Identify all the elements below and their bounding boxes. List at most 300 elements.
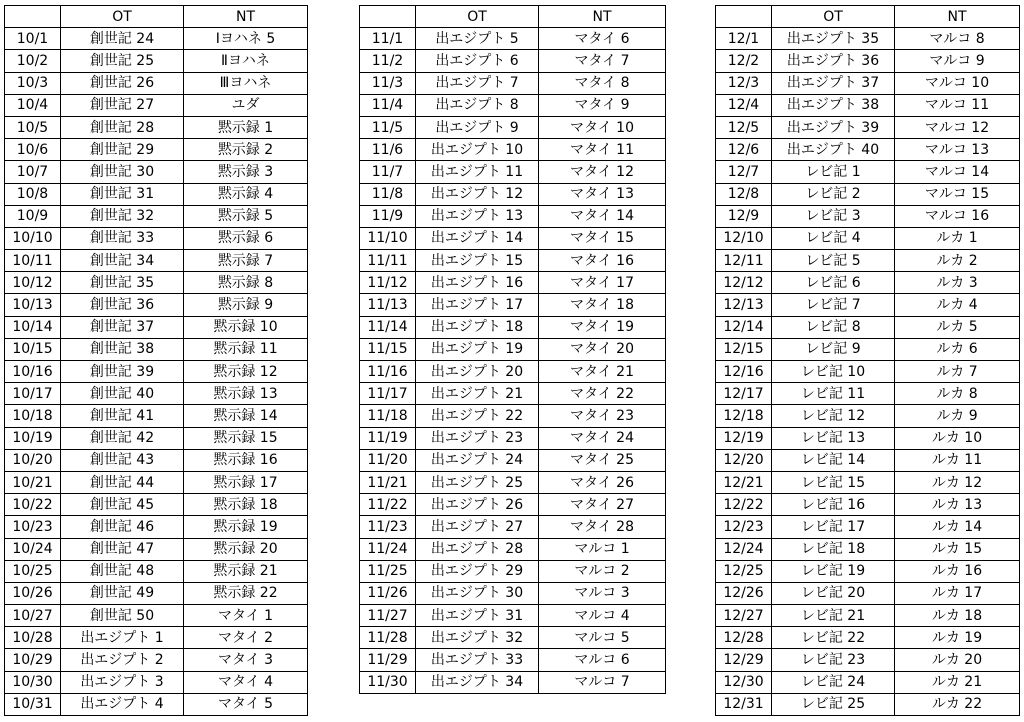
date-cell: 11/30 bbox=[360, 671, 416, 693]
ot-reading-cell: 出エジプト 33 bbox=[416, 649, 539, 671]
ot-reading-cell: 創世記 47 bbox=[61, 538, 184, 560]
date-cell: 11/2 bbox=[360, 50, 416, 72]
nt-reading-cell: マルコ 11 bbox=[895, 94, 1020, 116]
ot-reading-cell: 創世記 49 bbox=[61, 582, 184, 604]
date-cell: 12/3 bbox=[716, 72, 772, 94]
table-row bbox=[360, 516, 666, 538]
ot-reading-cell: 創世記 34 bbox=[61, 250, 184, 272]
nt-reading-cell: 黙示録 18 bbox=[184, 494, 308, 516]
nt-reading-cell: マタイ 17 bbox=[539, 272, 666, 294]
table-row bbox=[716, 582, 1020, 604]
ot-reading-cell: 出エジプト 31 bbox=[416, 605, 539, 627]
ot-reading-cell: 出エジプト 4 bbox=[61, 693, 184, 715]
ot-reading-cell: 出エジプト 36 bbox=[772, 50, 895, 72]
table-row bbox=[5, 116, 308, 138]
date-cell: 11/13 bbox=[360, 294, 416, 316]
date-cell: 12/16 bbox=[716, 361, 772, 383]
date-cell: 10/9 bbox=[5, 205, 61, 227]
nt-reading-cell: 黙示録 11 bbox=[184, 338, 308, 360]
nt-reading-cell: ルカ 6 bbox=[895, 338, 1020, 360]
nt-reading-cell: マタイ 22 bbox=[539, 383, 666, 405]
ot-reading-cell: 出エジプト 16 bbox=[416, 272, 539, 294]
nt-reading-cell: マタイ 13 bbox=[539, 183, 666, 205]
date-cell: 12/26 bbox=[716, 582, 772, 604]
date-cell: 12/2 bbox=[716, 50, 772, 72]
nt-reading-cell: マルコ 1 bbox=[539, 538, 666, 560]
date-cell: 11/9 bbox=[360, 205, 416, 227]
date-cell: 12/17 bbox=[716, 383, 772, 405]
date-cell: 10/8 bbox=[5, 183, 61, 205]
date-cell: 10/30 bbox=[5, 671, 61, 693]
nt-reading-cell: マルコ 12 bbox=[895, 116, 1020, 138]
table-row bbox=[5, 627, 308, 649]
nt-reading-cell: ルカ 20 bbox=[895, 649, 1020, 671]
table-row bbox=[5, 72, 308, 94]
table-row bbox=[360, 139, 666, 161]
table-row bbox=[716, 94, 1020, 116]
table-row bbox=[5, 294, 308, 316]
nt-reading-cell: 黙示録 19 bbox=[184, 516, 308, 538]
table-row bbox=[716, 538, 1020, 560]
nt-reading-cell: マルコ 13 bbox=[895, 139, 1020, 161]
ot-reading-cell: 出エジプト 21 bbox=[416, 383, 539, 405]
ot-reading-cell: 出エジプト 13 bbox=[416, 205, 539, 227]
table-row bbox=[5, 538, 308, 560]
table-row bbox=[716, 671, 1020, 693]
nt-reading-cell: マタイ 4 bbox=[184, 671, 308, 693]
date-cell: 11/29 bbox=[360, 649, 416, 671]
table-row bbox=[716, 183, 1020, 205]
ot-reading-cell: 出エジプト 30 bbox=[416, 582, 539, 604]
nt-reading-cell: ユダ bbox=[184, 94, 308, 116]
date-cell: 11/14 bbox=[360, 316, 416, 338]
table-row bbox=[5, 50, 308, 72]
ot-reading-cell: 出エジプト 32 bbox=[416, 627, 539, 649]
nt-reading-cell: マルコ 7 bbox=[539, 671, 666, 693]
nt-reading-cell: Ⅲヨハネ bbox=[184, 72, 308, 94]
ot-reading-cell: 出エジプト 27 bbox=[416, 516, 539, 538]
date-cell: 12/27 bbox=[716, 605, 772, 627]
table-row bbox=[360, 183, 666, 205]
date-cell: 11/6 bbox=[360, 139, 416, 161]
nt-reading-cell: 黙示録 20 bbox=[184, 538, 308, 560]
nt-reading-cell: ルカ 21 bbox=[895, 671, 1020, 693]
date-cell: 12/21 bbox=[716, 471, 772, 493]
ot-reading-cell: 出エジプト 40 bbox=[772, 139, 895, 161]
ot-reading-cell: 出エジプト 7 bbox=[416, 72, 539, 94]
date-cell: 10/18 bbox=[5, 405, 61, 427]
table-row bbox=[716, 72, 1020, 94]
date-cell: 11/22 bbox=[360, 494, 416, 516]
date-cell: 12/28 bbox=[716, 627, 772, 649]
table-row bbox=[360, 28, 666, 50]
ot-reading-cell: 創世記 44 bbox=[61, 471, 184, 493]
ot-reading-cell: 創世記 33 bbox=[61, 227, 184, 249]
table-row bbox=[360, 605, 666, 627]
table-row bbox=[5, 316, 308, 338]
table-row bbox=[360, 649, 666, 671]
nt-reading-cell: 黙示録 1 bbox=[184, 116, 308, 138]
table-row bbox=[716, 50, 1020, 72]
date-cell: 10/10 bbox=[5, 227, 61, 249]
nt-reading-cell: 黙示録 9 bbox=[184, 294, 308, 316]
ot-reading-cell: 創世記 31 bbox=[61, 183, 184, 205]
nt-reading-cell: マタイ 1 bbox=[184, 605, 308, 627]
header-row bbox=[716, 6, 1020, 28]
ot-header: OT bbox=[772, 6, 895, 28]
table-row bbox=[716, 205, 1020, 227]
nt-reading-cell: マタイ 12 bbox=[539, 161, 666, 183]
ot-reading-cell: レビ記 22 bbox=[772, 627, 895, 649]
nt-reading-cell: ルカ 22 bbox=[895, 693, 1020, 715]
table-row bbox=[716, 361, 1020, 383]
nt-reading-cell: マルコ 3 bbox=[539, 582, 666, 604]
ot-reading-cell: レビ記 23 bbox=[772, 649, 895, 671]
date-cell: 10/31 bbox=[5, 693, 61, 715]
date-cell: 11/23 bbox=[360, 516, 416, 538]
ot-reading-cell: 創世記 46 bbox=[61, 516, 184, 538]
date-cell: 11/8 bbox=[360, 183, 416, 205]
date-header bbox=[360, 6, 416, 28]
ot-header: OT bbox=[61, 6, 184, 28]
table-row bbox=[716, 338, 1020, 360]
table-row bbox=[5, 516, 308, 538]
table-row bbox=[360, 94, 666, 116]
ot-reading-cell: 出エジプト 38 bbox=[772, 94, 895, 116]
date-cell: 12/23 bbox=[716, 516, 772, 538]
table-row bbox=[716, 494, 1020, 516]
table-row bbox=[360, 294, 666, 316]
ot-reading-cell: 出エジプト 9 bbox=[416, 116, 539, 138]
table-row bbox=[716, 649, 1020, 671]
nt-reading-cell: マタイ 11 bbox=[539, 139, 666, 161]
date-cell: 10/23 bbox=[5, 516, 61, 538]
ot-reading-cell: 出エジプト 20 bbox=[416, 361, 539, 383]
ot-reading-cell: 創世記 26 bbox=[61, 72, 184, 94]
nt-reading-cell: 黙示録 21 bbox=[184, 560, 308, 582]
ot-reading-cell: 創世記 32 bbox=[61, 205, 184, 227]
date-cell: 11/15 bbox=[360, 338, 416, 360]
date-cell: 10/24 bbox=[5, 538, 61, 560]
table-row bbox=[5, 205, 308, 227]
table-row bbox=[716, 161, 1020, 183]
ot-reading-cell: 創世記 48 bbox=[61, 560, 184, 582]
ot-reading-cell: 創世記 41 bbox=[61, 405, 184, 427]
date-cell: 10/4 bbox=[5, 94, 61, 116]
ot-reading-cell: 出エジプト 12 bbox=[416, 183, 539, 205]
date-cell: 12/5 bbox=[716, 116, 772, 138]
date-cell: 11/18 bbox=[360, 405, 416, 427]
ot-reading-cell: 創世記 24 bbox=[61, 28, 184, 50]
nt-reading-cell: ルカ 18 bbox=[895, 605, 1020, 627]
ot-header: OT bbox=[416, 6, 539, 28]
nt-reading-cell: マルコ 9 bbox=[895, 50, 1020, 72]
table-row bbox=[360, 50, 666, 72]
nt-reading-cell: ルカ 9 bbox=[895, 405, 1020, 427]
ot-reading-cell: レビ記 16 bbox=[772, 494, 895, 516]
ot-reading-cell: 出エジプト 25 bbox=[416, 471, 539, 493]
ot-reading-cell: 出エジプト 23 bbox=[416, 427, 539, 449]
date-cell: 10/6 bbox=[5, 139, 61, 161]
ot-reading-cell: 出エジプト 34 bbox=[416, 671, 539, 693]
date-cell: 11/3 bbox=[360, 72, 416, 94]
nt-reading-cell: マタイ 6 bbox=[539, 28, 666, 50]
nt-reading-cell: ルカ 15 bbox=[895, 538, 1020, 560]
nt-reading-cell: Ⅱヨハネ bbox=[184, 50, 308, 72]
ot-reading-cell: 出エジプト 28 bbox=[416, 538, 539, 560]
header-row bbox=[5, 6, 308, 28]
table-row bbox=[716, 471, 1020, 493]
table-body bbox=[5, 6, 308, 716]
table-row bbox=[5, 272, 308, 294]
ot-reading-cell: 出エジプト 18 bbox=[416, 316, 539, 338]
ot-reading-cell: 創世記 25 bbox=[61, 50, 184, 72]
nt-reading-cell: 黙示録 22 bbox=[184, 582, 308, 604]
ot-reading-cell: レビ記 9 bbox=[772, 338, 895, 360]
ot-reading-cell: 創世記 45 bbox=[61, 494, 184, 516]
nt-reading-cell: マタイ 24 bbox=[539, 427, 666, 449]
nt-reading-cell: マタイ 9 bbox=[539, 94, 666, 116]
date-cell: 10/19 bbox=[5, 427, 61, 449]
ot-reading-cell: 出エジプト 37 bbox=[772, 72, 895, 94]
nt-reading-cell: Ⅰヨハネ 5 bbox=[184, 28, 308, 50]
date-cell: 12/19 bbox=[716, 427, 772, 449]
nt-reading-cell: マタイ 26 bbox=[539, 471, 666, 493]
ot-reading-cell: 創世記 39 bbox=[61, 361, 184, 383]
date-cell: 11/19 bbox=[360, 427, 416, 449]
date-cell: 10/25 bbox=[5, 560, 61, 582]
nt-header: NT bbox=[895, 6, 1020, 28]
nt-reading-cell: 黙示録 3 bbox=[184, 161, 308, 183]
nt-reading-cell: ルカ 1 bbox=[895, 227, 1020, 249]
table-row bbox=[5, 405, 308, 427]
nt-reading-cell: マタイ 7 bbox=[539, 50, 666, 72]
table-row bbox=[716, 605, 1020, 627]
nt-reading-cell: ルカ 16 bbox=[895, 560, 1020, 582]
nt-reading-cell: 黙示録 4 bbox=[184, 183, 308, 205]
ot-reading-cell: 出エジプト 39 bbox=[772, 116, 895, 138]
ot-reading-cell: 創世記 29 bbox=[61, 139, 184, 161]
ot-reading-cell: 創世記 37 bbox=[61, 316, 184, 338]
table-row bbox=[5, 427, 308, 449]
date-cell: 12/7 bbox=[716, 161, 772, 183]
nt-reading-cell: マタイ 27 bbox=[539, 494, 666, 516]
date-cell: 10/7 bbox=[5, 161, 61, 183]
nt-reading-cell: ルカ 17 bbox=[895, 582, 1020, 604]
nt-reading-cell: 黙示録 7 bbox=[184, 250, 308, 272]
ot-reading-cell: 出エジプト 15 bbox=[416, 250, 539, 272]
nt-reading-cell: マルコ 4 bbox=[539, 605, 666, 627]
ot-reading-cell: レビ記 2 bbox=[772, 183, 895, 205]
date-cell: 11/16 bbox=[360, 361, 416, 383]
nt-reading-cell: マタイ 18 bbox=[539, 294, 666, 316]
ot-reading-cell: レビ記 10 bbox=[772, 361, 895, 383]
nt-reading-cell: マルコ 8 bbox=[895, 28, 1020, 50]
ot-reading-cell: レビ記 13 bbox=[772, 427, 895, 449]
ot-reading-cell: レビ記 20 bbox=[772, 582, 895, 604]
date-cell: 10/16 bbox=[5, 361, 61, 383]
date-cell: 12/20 bbox=[716, 449, 772, 471]
table-row bbox=[716, 316, 1020, 338]
date-cell: 11/25 bbox=[360, 560, 416, 582]
date-cell: 10/3 bbox=[5, 72, 61, 94]
date-cell: 12/10 bbox=[716, 227, 772, 249]
date-cell: 12/24 bbox=[716, 538, 772, 560]
nt-reading-cell: 黙示録 12 bbox=[184, 361, 308, 383]
table-row bbox=[360, 560, 666, 582]
date-cell: 12/11 bbox=[716, 250, 772, 272]
date-cell: 11/28 bbox=[360, 627, 416, 649]
table-row bbox=[360, 272, 666, 294]
table-row bbox=[5, 649, 308, 671]
nt-reading-cell: ルカ 8 bbox=[895, 383, 1020, 405]
table-row bbox=[716, 116, 1020, 138]
ot-reading-cell: 出エジプト 8 bbox=[416, 94, 539, 116]
table-row bbox=[716, 139, 1020, 161]
date-cell: 11/12 bbox=[360, 272, 416, 294]
table-row bbox=[5, 560, 308, 582]
table-row bbox=[5, 471, 308, 493]
nt-reading-cell: ルカ 2 bbox=[895, 250, 1020, 272]
ot-reading-cell: レビ記 19 bbox=[772, 560, 895, 582]
table-row bbox=[5, 250, 308, 272]
table-row bbox=[360, 538, 666, 560]
nt-reading-cell: 黙示録 2 bbox=[184, 139, 308, 161]
table-row bbox=[360, 427, 666, 449]
table-row bbox=[5, 227, 308, 249]
ot-reading-cell: 出エジプト 17 bbox=[416, 294, 539, 316]
table-row bbox=[5, 28, 308, 50]
nt-reading-cell: マタイ 10 bbox=[539, 116, 666, 138]
nt-reading-cell: マタイ 21 bbox=[539, 361, 666, 383]
nt-reading-cell: マタイ 16 bbox=[539, 250, 666, 272]
table-row bbox=[5, 361, 308, 383]
ot-reading-cell: 出エジプト 6 bbox=[416, 50, 539, 72]
table-row bbox=[360, 116, 666, 138]
nt-reading-cell: マタイ 20 bbox=[539, 338, 666, 360]
nt-reading-cell: ルカ 3 bbox=[895, 272, 1020, 294]
ot-reading-cell: レビ記 11 bbox=[772, 383, 895, 405]
ot-reading-cell: レビ記 8 bbox=[772, 316, 895, 338]
date-cell: 10/20 bbox=[5, 449, 61, 471]
date-cell: 11/5 bbox=[360, 116, 416, 138]
reading-table-october bbox=[4, 5, 308, 716]
table-row bbox=[360, 449, 666, 471]
date-cell: 12/18 bbox=[716, 405, 772, 427]
table-row bbox=[360, 471, 666, 493]
date-cell: 10/11 bbox=[5, 250, 61, 272]
date-cell: 11/26 bbox=[360, 582, 416, 604]
date-cell: 10/28 bbox=[5, 627, 61, 649]
table-row bbox=[360, 161, 666, 183]
table-row bbox=[716, 516, 1020, 538]
date-cell: 10/22 bbox=[5, 494, 61, 516]
reading-table-december bbox=[715, 5, 1020, 716]
nt-reading-cell: ルカ 14 bbox=[895, 516, 1020, 538]
date-cell: 11/4 bbox=[360, 94, 416, 116]
nt-reading-cell: マルコ 14 bbox=[895, 161, 1020, 183]
ot-reading-cell: 創世記 36 bbox=[61, 294, 184, 316]
ot-reading-cell: 出エジプト 10 bbox=[416, 139, 539, 161]
table-row bbox=[716, 294, 1020, 316]
table-row bbox=[360, 316, 666, 338]
table-row bbox=[360, 494, 666, 516]
nt-reading-cell: 黙示録 5 bbox=[184, 205, 308, 227]
table-row bbox=[5, 494, 308, 516]
date-cell: 11/21 bbox=[360, 471, 416, 493]
nt-reading-cell: ルカ 4 bbox=[895, 294, 1020, 316]
table-row bbox=[5, 582, 308, 604]
table-row bbox=[716, 427, 1020, 449]
table-row bbox=[360, 383, 666, 405]
nt-reading-cell: ルカ 19 bbox=[895, 627, 1020, 649]
ot-reading-cell: 創世記 28 bbox=[61, 116, 184, 138]
nt-reading-cell: 黙示録 13 bbox=[184, 383, 308, 405]
nt-reading-cell: ルカ 11 bbox=[895, 449, 1020, 471]
ot-reading-cell: 出エジプト 22 bbox=[416, 405, 539, 427]
date-cell: 11/1 bbox=[360, 28, 416, 50]
date-cell: 11/11 bbox=[360, 250, 416, 272]
nt-reading-cell: マタイ 2 bbox=[184, 627, 308, 649]
table-row bbox=[716, 693, 1020, 715]
date-cell: 12/29 bbox=[716, 649, 772, 671]
date-cell: 10/15 bbox=[5, 338, 61, 360]
date-cell: 12/25 bbox=[716, 560, 772, 582]
nt-reading-cell: マルコ 10 bbox=[895, 72, 1020, 94]
nt-reading-cell: マルコ 2 bbox=[539, 560, 666, 582]
date-cell: 11/24 bbox=[360, 538, 416, 560]
header-row bbox=[360, 6, 666, 28]
ot-reading-cell: 出エジプト 35 bbox=[772, 28, 895, 50]
date-cell: 10/13 bbox=[5, 294, 61, 316]
ot-reading-cell: レビ記 14 bbox=[772, 449, 895, 471]
nt-reading-cell: ルカ 10 bbox=[895, 427, 1020, 449]
nt-reading-cell: 黙示録 14 bbox=[184, 405, 308, 427]
nt-reading-cell: 黙示録 15 bbox=[184, 427, 308, 449]
table-row bbox=[5, 161, 308, 183]
date-cell: 12/8 bbox=[716, 183, 772, 205]
table-body bbox=[716, 6, 1020, 716]
nt-reading-cell: ルカ 13 bbox=[895, 494, 1020, 516]
ot-reading-cell: レビ記 4 bbox=[772, 227, 895, 249]
ot-reading-cell: 出エジプト 5 bbox=[416, 28, 539, 50]
nt-reading-cell: 黙示録 8 bbox=[184, 272, 308, 294]
date-cell: 10/1 bbox=[5, 28, 61, 50]
ot-reading-cell: 創世記 35 bbox=[61, 272, 184, 294]
nt-reading-cell: マタイ 3 bbox=[184, 649, 308, 671]
date-cell: 12/13 bbox=[716, 294, 772, 316]
nt-reading-cell: マタイ 5 bbox=[184, 693, 308, 715]
nt-reading-cell: マタイ 19 bbox=[539, 316, 666, 338]
date-header bbox=[716, 6, 772, 28]
table-row bbox=[5, 671, 308, 693]
ot-reading-cell: レビ記 1 bbox=[772, 161, 895, 183]
date-cell: 10/2 bbox=[5, 50, 61, 72]
ot-reading-cell: 創世記 43 bbox=[61, 449, 184, 471]
date-cell: 10/29 bbox=[5, 649, 61, 671]
ot-reading-cell: レビ記 15 bbox=[772, 471, 895, 493]
ot-reading-cell: レビ記 17 bbox=[772, 516, 895, 538]
ot-reading-cell: レビ記 18 bbox=[772, 538, 895, 560]
date-cell: 12/4 bbox=[716, 94, 772, 116]
nt-reading-cell: ルカ 7 bbox=[895, 361, 1020, 383]
table-row bbox=[5, 605, 308, 627]
date-cell: 12/14 bbox=[716, 316, 772, 338]
table-row bbox=[5, 183, 308, 205]
date-cell: 12/15 bbox=[716, 338, 772, 360]
ot-reading-cell: 創世記 30 bbox=[61, 161, 184, 183]
date-cell: 12/6 bbox=[716, 139, 772, 161]
